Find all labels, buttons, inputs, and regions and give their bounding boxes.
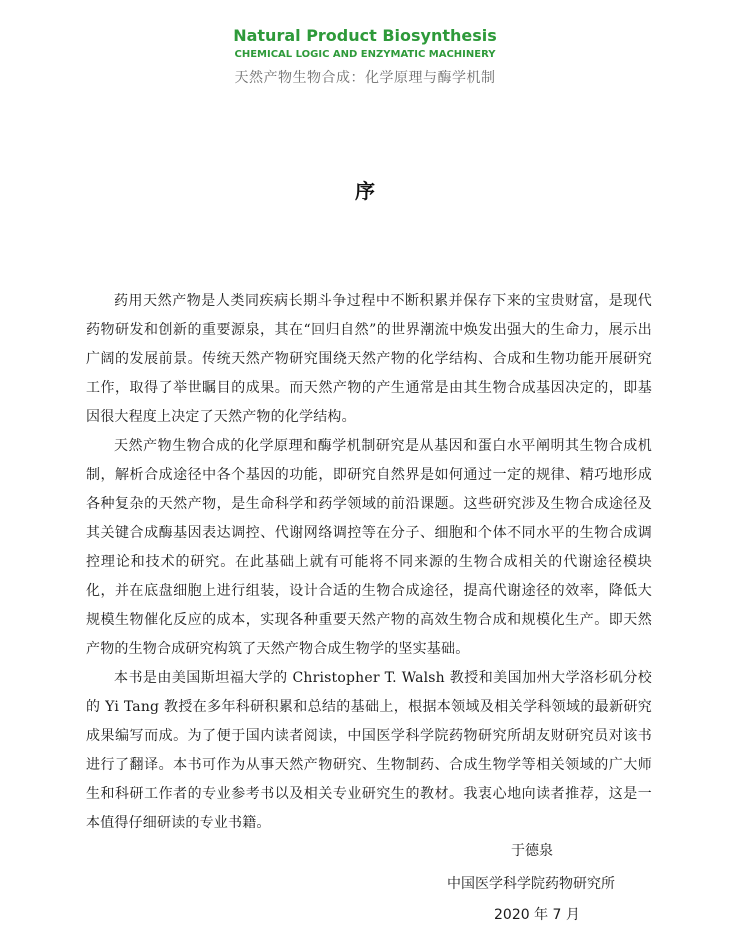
preface-paragraph-1: 药用天然产物是人类同疾病长期斗争过程中不断积累并保存下来的宝贵财富，是现代药物研发和创新的重要源泉，其在“回归自然”的世界潮流中焕发出强大的生命力，展示出广阔的发展前景。传统天然产物研究围绕天然产物的化学结构、合成和生物功能开展研究工作，取得了举世瞩目的成果。而天然产物的产生通常是由其生物合成基因决定的，即基因很大程度上决定了天然产物的化学结构。 [86, 293, 652, 425]
book-title-en: Natural Product Biosynthesis [233, 26, 497, 45]
book-header [0, 26, 730, 88]
book-title-cn: 天然产物生物合成：化学原理与酶学机制 [234, 70, 496, 86]
preface-paragraph-2: 天然产物生物合成的化学原理和酶学机制研究是从基因和蛋白水平阐明其生物合成机制，解析合成途径中各个基因的功能，即研究自然界是如何通过一定的规律、精巧地形成各种复杂的天然产物，是生命科学和药学领域的前沿课题。这些研究涉及生物合成途径及其关键合成酶基因表达调控、代谢网络调控等在分子、细胞和个体不同水平的生物合成调控理论和技术的研究。在此基础上就有可能将不同来源的生物合成相关的代谢途径模块化，并在底盘细胞上进行组装，设计合适的生物合成途径，提高代谢途径的效率，降低大规模生物催化反应的成本，实现各种重要天然产物的高效生物合成和规模化生产。即天然产物的生物合成研究构筑了天然产物合成生物学的坚实基础。 [86, 438, 652, 657]
preface-paragraph-3: 本书是由美国斯坦福大学的 Christopher T. Walsh 教授和美国加州大学洛杉矶分校的 Yi Tang 教授在多年科研积累和总结的基础上，根据本领域及相关学科领域的最新研究成果编写而成。为了便于国内读者阅读，中国医学科学院药物研究所胡友财研究员对该书进行了翻译。本书可作为从事天然产物研究、生物制药、合成生物学等相关领域的广大师生和科研工作者的专业参考书以及相关专业研究生的教材。我衷心地向读者推荐，这是一本值得仔细研读的专业书籍。 [86, 670, 652, 831]
signature-organization: 中国医学科学院药物研究所 [447, 876, 615, 892]
signature-name: 于德泉 [511, 843, 553, 859]
book-subtitle-en: CHEMICAL LOGIC AND ENZYMATIC MACHINERY [234, 49, 496, 60]
preface-title: 序 [355, 179, 375, 203]
preface-body [86, 287, 652, 838]
signature-date: 2020 年 7 月 [494, 907, 580, 923]
